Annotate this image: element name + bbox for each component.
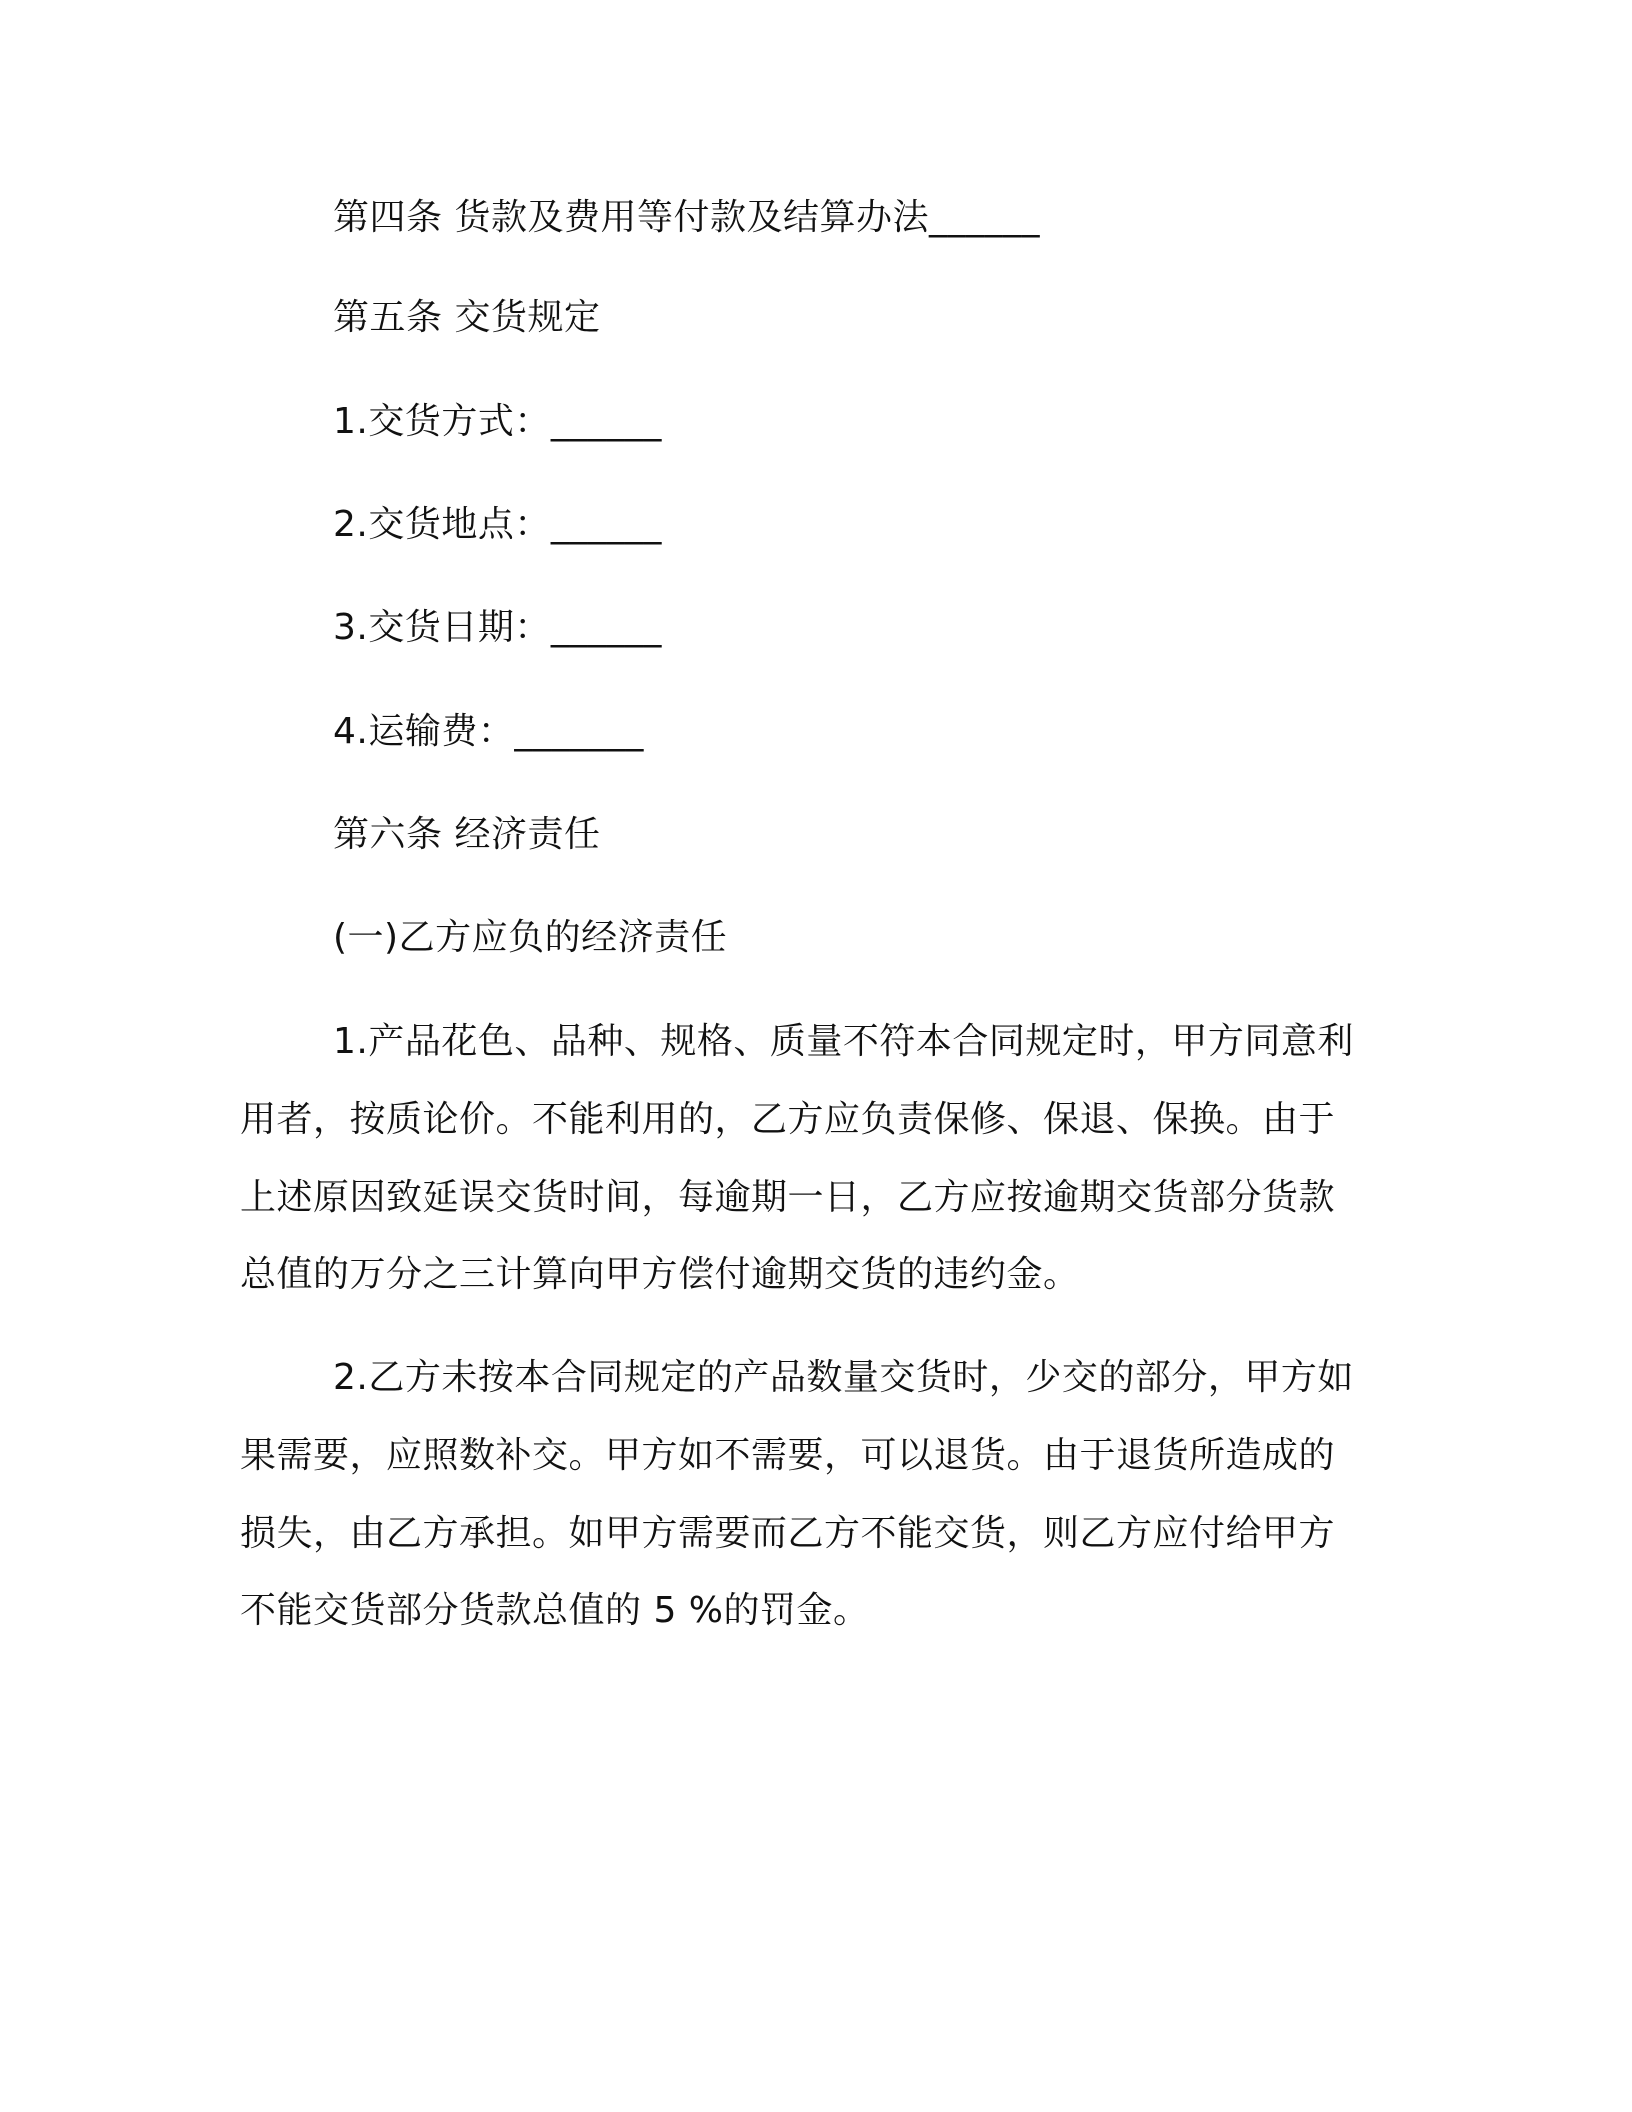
clause-1-line-3: 上述原因致延误交货时间，每逾期一日，乙方应按逾期交货部分货款 [240, 1177, 1336, 1218]
delivery-place-line: 2.交货地点：______ [333, 504, 662, 545]
clause-2-line-3: 损失，由乙方承担。如甲方需要而乙方不能交货，则乙方应付给甲方 [240, 1513, 1336, 1554]
freight-line: 4.运输费：_______ [333, 711, 644, 752]
clause-1-line-1: 1.产品花色、品种、规格、质量不符本合同规定时，甲方同意利 [333, 1021, 1354, 1062]
clause-2-line-4: 不能交货部分货款总值的 5 %的罚金。 [240, 1590, 870, 1631]
article-4-payment: 第四条 货款及费用等付款及结算办法______ [333, 197, 1040, 238]
clause-1-line-4: 总值的万分之三计算向甲方偿付逾期交货的违约金。 [240, 1254, 1080, 1295]
clause-2-line-1: 2.乙方未按本合同规定的产品数量交货时，少交的部分，甲方如 [333, 1357, 1354, 1398]
clause-2-line-2: 果需要，应照数补交。甲方如不需要，可以退货。由于退货所造成的 [240, 1435, 1336, 1476]
subsection-1-heading: (一)乙方应负的经济责任 [333, 917, 728, 958]
delivery-date-line: 3.交货日期：______ [333, 607, 662, 648]
article-6-heading: 第六条 经济责任 [333, 814, 601, 855]
clause-1-line-2: 用者，按质论价。不能利用的，乙方应负责保修、保退、保换。由于 [240, 1099, 1336, 1140]
delivery-method-line: 1.交货方式：______ [333, 401, 662, 442]
article-5-heading: 第五条 交货规定 [333, 297, 601, 338]
